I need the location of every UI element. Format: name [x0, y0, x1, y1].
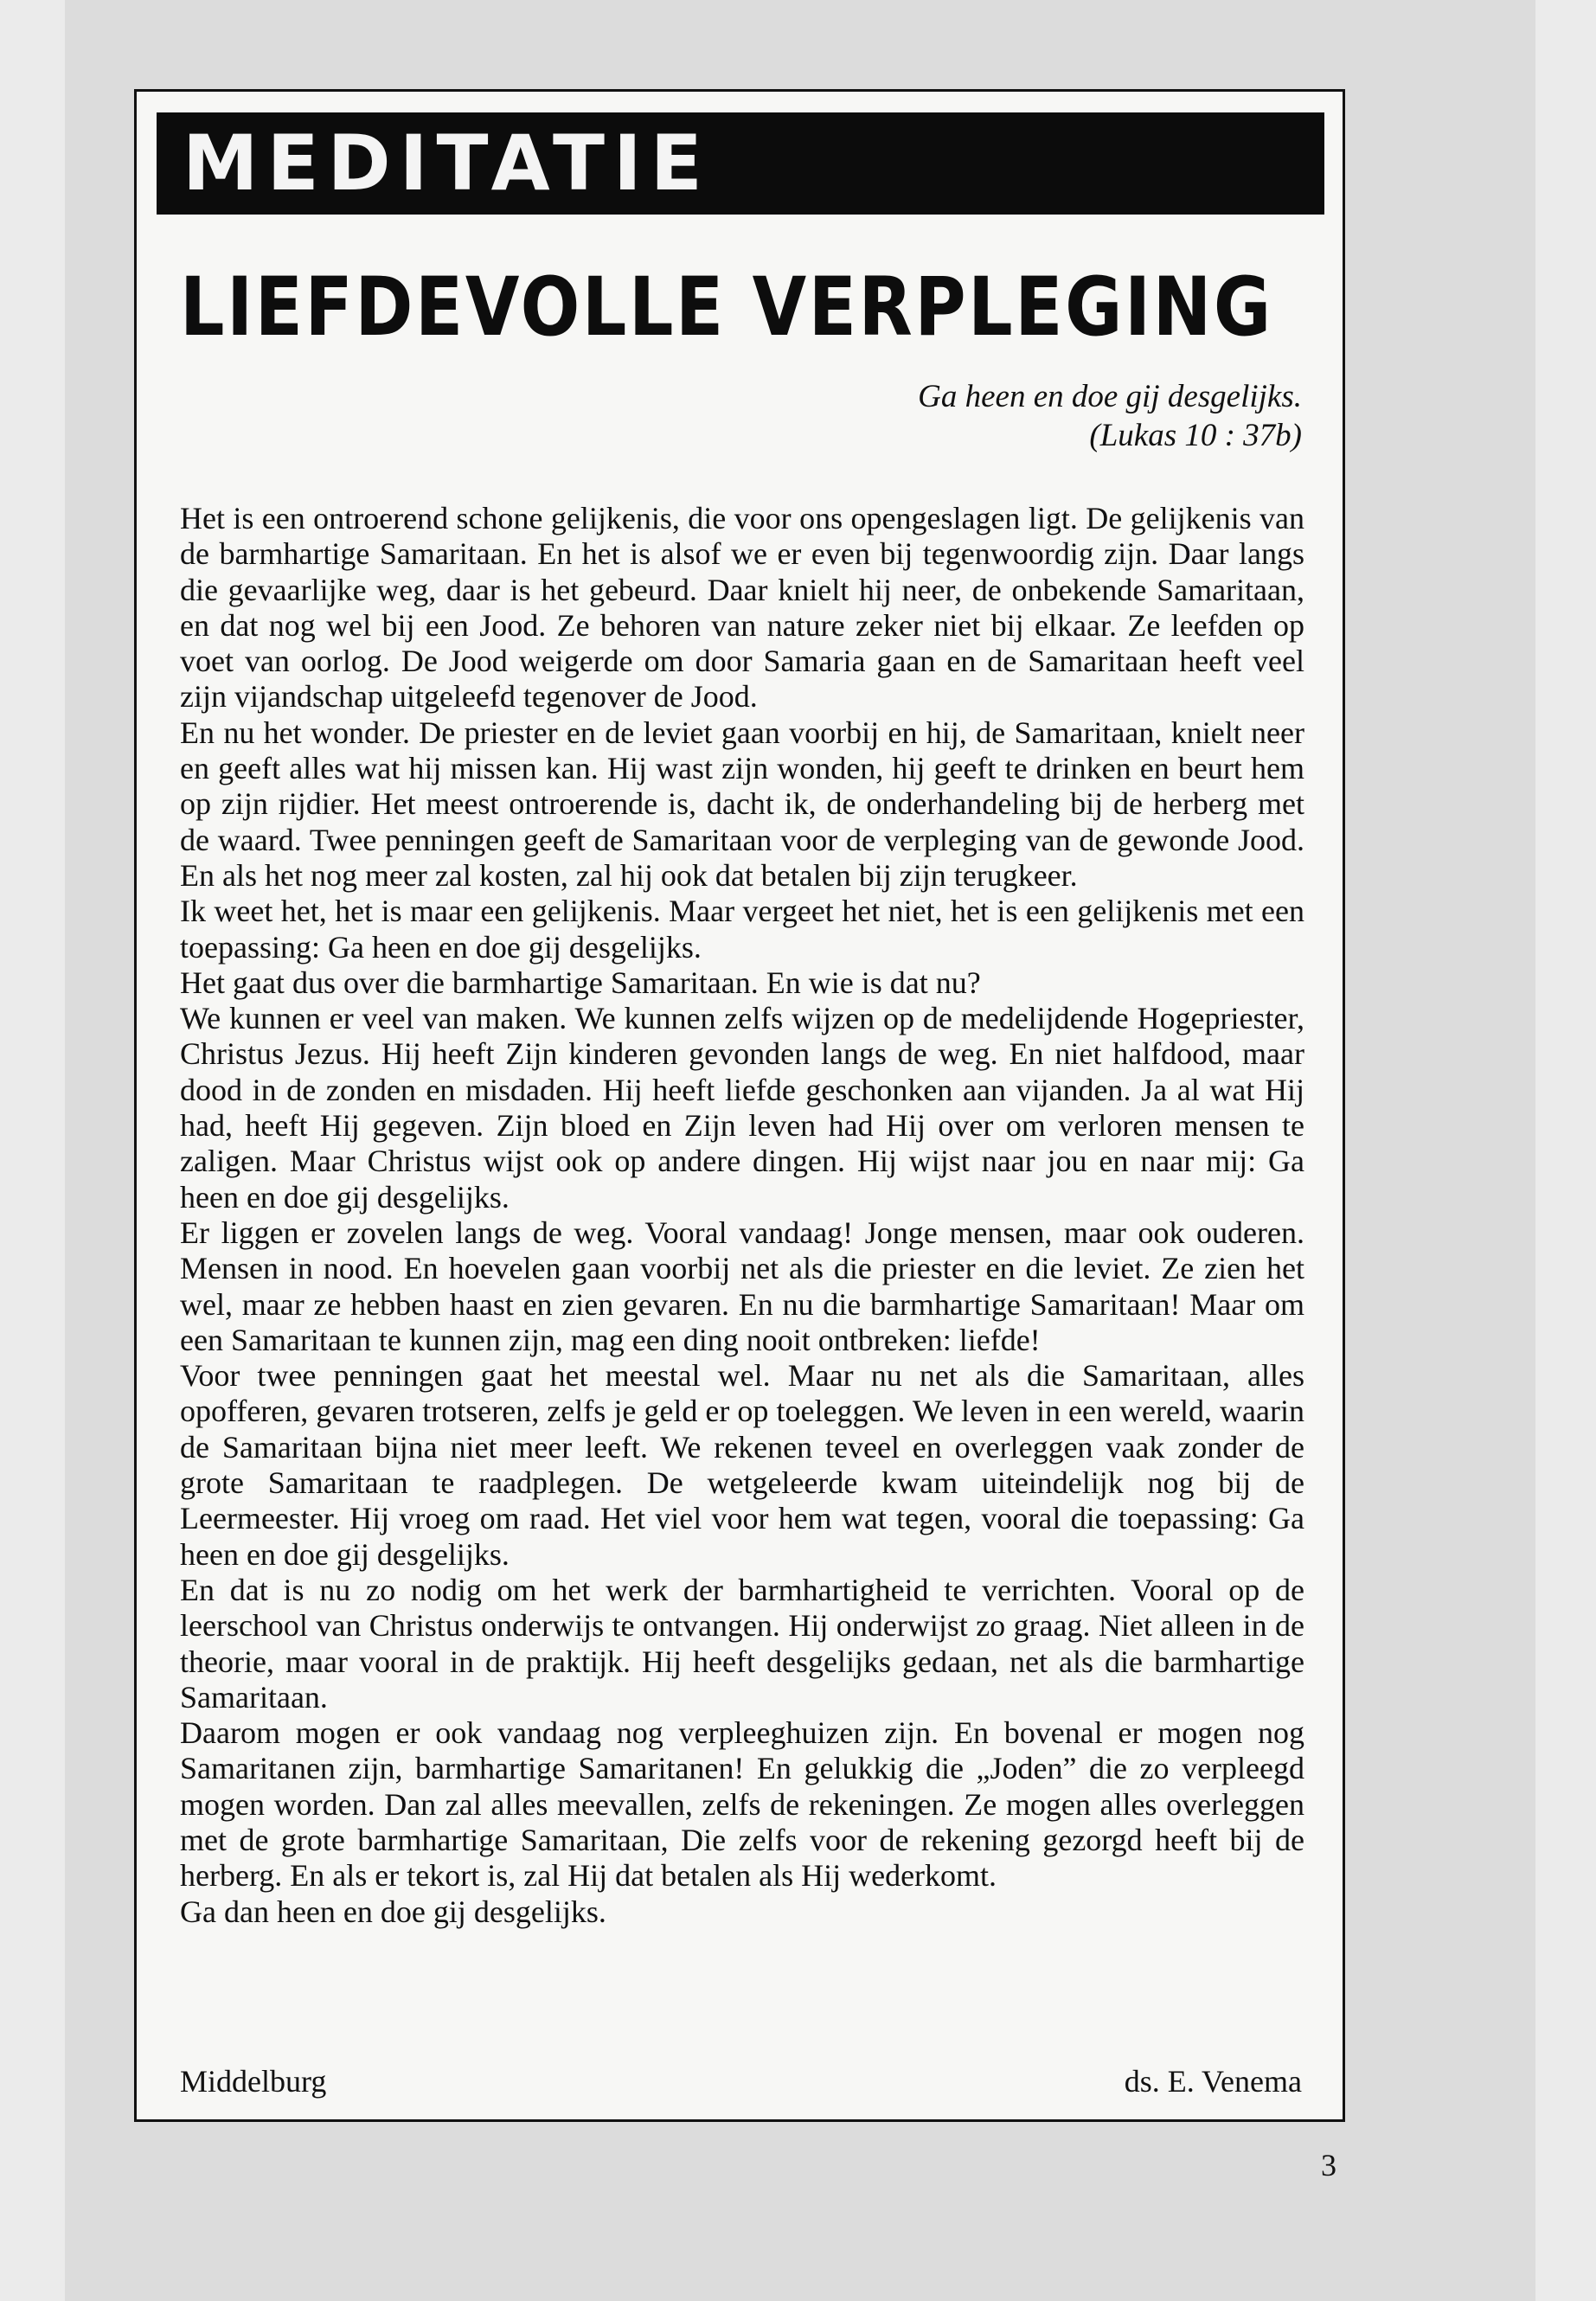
page-number: 3: [1321, 2148, 1336, 2182]
paragraph: Ik weet het, het is maar een gelijkenis. Maar vergeet het niet, het is een gelijkenis met een toepassing: Ga heen en doe gij desgelijks.: [180, 894, 1304, 965]
meditation-frame: [134, 89, 1345, 2122]
signature: [180, 2064, 1302, 2099]
article-title: LIEFDEVOLLE VERPLEGING: [180, 260, 1273, 355]
paragraph: Het is een ontroerend schone gelijkenis, die voor ons opengeslagen ligt. De gelijkenis van de barmhartige Samaritaan. En het is alsof we er even bij tegenwoordig zijn. Daar langs die gevaarlijke weg, daar is het gebeurd. Daar knielt hij neer, de onbekende Samaritaan, en dat nog wel bij een Jood. Ze behoren van nature zeker niet bij elkaar. Ze leefden op voet van oorlog. De Jood weigerde om door Samaria gaan en de Samaritaan heeft veel zijn vijandschap uitgeleefd tegenover de Jood.: [180, 501, 1304, 715]
paragraph: Voor twee penningen gaat het meestal wel. Maar nu net als die Samaritaan, alles opofferen, gevaren trotseren, zelfs je geld er op toeleggen. We leven in een wereld, waarin de Samaritaan bijna niet meer leeft. We rekenen teveel en overleggen vaak zonder de grote Samaritaan te raadplegen. De wetgeleerde kwam uiteindelijk nog bij de Leermeester. Hij vroeg om raad. Het viel voor hem wat tegen, vooral die toepassing: Ga heen en doe gij desgelijks.: [180, 1358, 1304, 1572]
paragraph: We kunnen er veel van maken. We kunnen zelfs wijzen op de medelijdende Hogepriester, Christus Jezus. Hij heeft Zijn kinderen gevonden langs de weg. En niet halfdood, maar dood in de zonden en misdaden. Hij heeft liefde geschonken aan vijanden. Ja al wat Hij had, heeft Hij gegeven. Zijn bloed en Zijn leven had Hij over om verloren mensen te zaligen. Maar Christus wijst ook op andere dingen. Hij wijst naar jou en naar mij: Ga heen en doe gij desgelijks.: [180, 1001, 1304, 1215]
article-body: [180, 501, 1304, 1930]
section-banner: [157, 112, 1324, 215]
signature-author: ds. E. Venema: [1124, 2064, 1302, 2099]
epigraph-quote: Ga heen en doe gij desgelijks.: [918, 379, 1302, 414]
paragraph: Ga dan heen en doe gij desgelijks.: [180, 1894, 606, 1929]
section-label: MEDITATIE: [183, 119, 711, 208]
epigraph-reference: (Lukas 10 : 37b): [1089, 418, 1302, 453]
epigraph: [918, 377, 1302, 455]
paragraph: En nu het wonder. De priester en de leviet gaan voorbij en hij, de Samaritaan, knielt neer en geeft alles wat hij missen kan. Hij wast zijn wonden, hij geeft te drinken en beurt hem op zijn rijdier. Het meest ontroerende is, dacht ik, de onderhandeling bij de herberg met de waard. Twee penningen geeft de Samaritaan voor de verpleging van de gewonde Jood. En als het nog meer zal kosten, zal hij ook dat betalen bij zijn terugkeer.: [180, 715, 1304, 893]
paragraph: Het gaat dus over die barmhartige Samaritaan. En wie is dat nu?: [180, 965, 981, 1000]
paragraph: Er liggen er zovelen langs de weg. Vooral vandaag! Jonge mensen, maar ook ouderen. Mensen in nood. En hoevelen gaan voorbij net als die priester en die leviet. Ze zien het wel, maar ze hebben haast en zien gevaren. En nu die barmhartige Samaritaan! Maar om een Samaritaan te kunnen zijn, mag een ding nooit ontbreken: liefde!: [180, 1215, 1304, 1357]
paragraph: En dat is nu zo nodig om het werk der barmhartigheid te verrichten. Vooral op de leerschool van Christus onderwijs te ontvangen. Hij onderwijst zo graag. Niet alleen in de theorie, maar vooral in de praktijk. Hij heeft desgelijks gedaan, net als die barmhartige Samaritaan.: [180, 1572, 1304, 1715]
signature-place: Middelburg: [180, 2064, 327, 2099]
paragraph: Daarom mogen er ook vandaag nog verpleeghuizen zijn. En bovenal er mogen nog Samaritanen zijn, barmhartige Samaritanen! En gelukkig die „Joden” die zo verpleegd mogen worden. Dan zal alles meevallen, zelfs de rekeningen. Ze mogen alles overleggen met de grote barmhartige Samaritaan, Die zelfs voor de rekening gezorgd heeft bij de herberg. En als er tekort is, zal Hij dat betalen als Hij wederkomt.: [180, 1715, 1304, 1894]
